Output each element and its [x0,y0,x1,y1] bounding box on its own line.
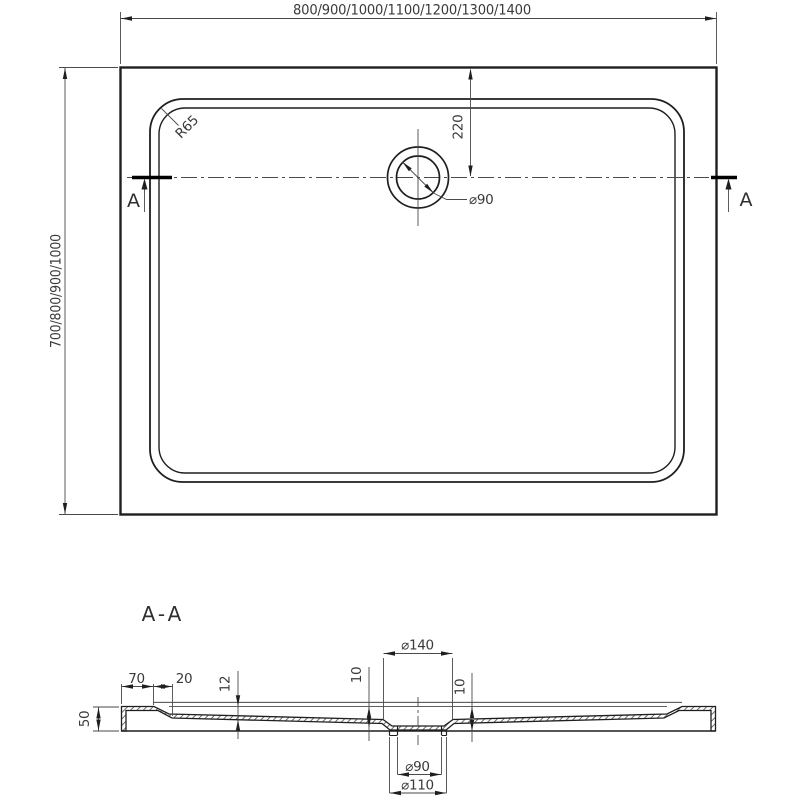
drain-flange-diameter-label: ⌀110 [401,777,434,794]
section-height-label: 50 [77,710,93,728]
plan-depth-dim-label: 700/800/900/1000 [48,216,65,348]
section-label-left: A [127,190,140,212]
tray-shell-section [122,707,716,732]
dim-corner-radius [162,109,202,142]
drain-hole-diameter-label: ⌀90 [405,759,430,775]
basin-inner-edge [159,108,675,473]
floor-thickness-label: 12 [217,675,234,693]
plan-view [49,3,753,515]
dim-recess-diameter [384,638,453,720]
plan-width-dim-label: 800/900/1000/1100/1200/1300/1400 [293,2,531,19]
dim-flange-width [122,671,154,705]
tray-outer-edge [121,68,717,515]
drain-diameter-plan-label: ⌀90 [469,192,494,208]
dim-plan-depth [49,68,119,515]
dim-plan-width [121,3,717,65]
section-label-right: A [739,189,753,211]
dim-depth-left [349,667,371,741]
flange-width-label: 70 [128,671,145,687]
section-view [77,602,716,795]
corner-radius-label: R65 [172,112,202,142]
depth-right-label: 10 [452,678,469,696]
slope-width-label: 20 [175,671,193,687]
dim-drain-offset [451,69,473,177]
drain-spigot-section [390,697,447,745]
depth-left-label: 10 [349,666,365,684]
drain-offset-label: 220 [450,114,467,140]
dim-section-height [77,707,119,731]
recess-diameter-label: ⌀140 [401,637,434,654]
dim-floor-thickness [218,671,241,739]
section-title: A-A [141,602,185,626]
dim-drain-hole-diameter [398,737,442,777]
